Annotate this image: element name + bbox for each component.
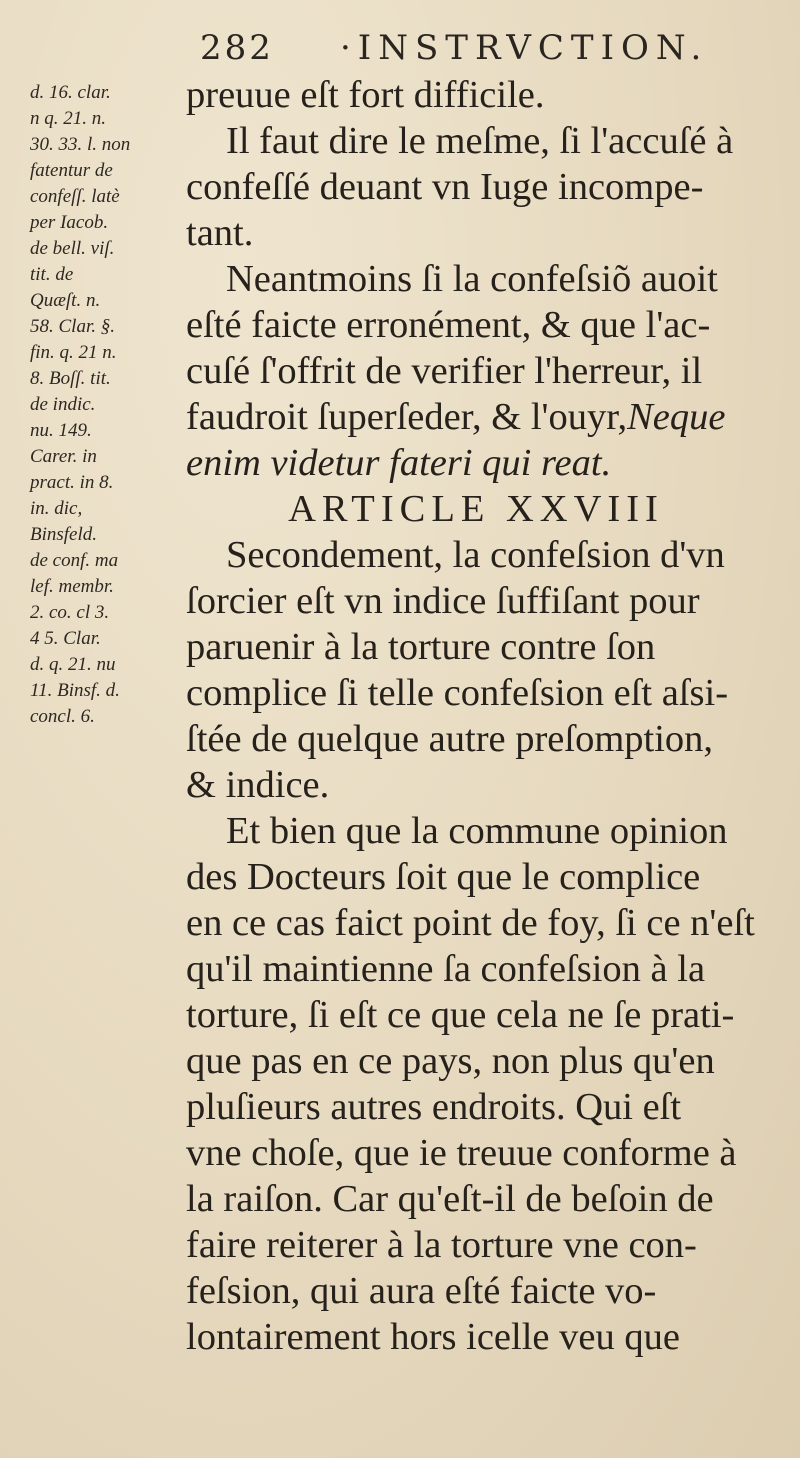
margin-note-line: lef. membr. — [30, 576, 114, 597]
margin-note-line: tit. de — [30, 264, 74, 285]
text-span: faudroit ſuperſeder, & l'ouyr, — [186, 396, 628, 438]
margin-note-line: confeſſ. latè — [30, 186, 120, 207]
margin-note-line: n q. 21. n. — [30, 108, 106, 129]
text-line: des Docteurs ſoit que le complice — [186, 856, 701, 898]
text-line: feſsion, qui aura eſté faicte vo- — [186, 1270, 657, 1312]
margin-note-line: 2. co. cl 3. — [30, 602, 110, 623]
margin-note-line: de bell. viſ. — [30, 238, 115, 259]
text-line: ſtée de quelque autre preſomption, — [186, 718, 714, 760]
text-line: pluſieurs autres endroits. Qui eſt — [186, 1086, 682, 1128]
text-line: qu'il maintienne ſa confeſsion à la — [186, 948, 706, 990]
text-line — [186, 394, 766, 440]
margin-note-line: nu. 149. — [30, 420, 92, 441]
margin-note-line: Binsfeld. — [30, 524, 98, 545]
page-header — [200, 22, 770, 72]
text-line: & indice. — [186, 764, 330, 806]
margin-note-line: 58. Clar. §. — [30, 316, 115, 337]
margin-note-line: Quæſt. n. — [30, 290, 101, 311]
text-line: faire reiterer à la torture vne con- — [186, 1224, 697, 1266]
running-title: ·INSTRVCTION. — [340, 28, 709, 68]
margin-note-line: concl. 6. — [30, 706, 95, 727]
margin-note-line: 30. 33. l. non — [30, 134, 131, 155]
text-line: eſté faicte erronément, & que l'ac- — [186, 304, 711, 346]
text-line: Et bien que la commune opinion — [226, 810, 728, 852]
margin-note-line: Carer. in — [30, 446, 97, 467]
margin-note-line: in. dic, — [30, 498, 83, 519]
margin-note-line: per Iacob. — [30, 212, 109, 233]
text-line: ſorcier eſt vn indice ſuffiſant pour — [186, 580, 700, 622]
text-line: preuue eſt fort difficile. — [186, 74, 545, 116]
text-line: la raiſon. Car qu'eſt-il de beſoin de — [186, 1178, 714, 1220]
margin-note-line: fin. q. 21 n. — [30, 342, 117, 363]
text-line: en ce cas faict point de foy, ſi ce n'eſt — [186, 902, 755, 944]
text-line: Secondement, la confeſsion d'vn — [226, 534, 725, 576]
text-line: Il faut dire le meſme, ſi l'accuſé à — [226, 120, 734, 162]
margin-note-line: de indic. — [30, 394, 96, 415]
margin-note-line: d. 16. clar. — [30, 82, 111, 103]
article-heading: ARTICLE XXVIII — [288, 488, 664, 530]
text-line: Neantmoins ſi la confeſsiõ auoit — [226, 258, 718, 300]
margin-note-line: 4 5. Clar. — [30, 628, 101, 649]
margin-note-line: 8. Boſſ. tit. — [30, 368, 111, 389]
margin-note-line: de conf. ma — [30, 550, 119, 571]
text-line: cuſé ſ'offrit de verifier l'herreur, il — [186, 350, 703, 392]
margin-note-line: 11. Binsf. d. — [30, 680, 120, 701]
main-text — [186, 72, 766, 1360]
margin-note-line: d. q. 21. nu — [30, 654, 116, 675]
text-line: lontairement hors icelle veu que — [186, 1316, 680, 1358]
text-line: confeſſé deuant vn Iuge incompe- — [186, 166, 704, 208]
text-line: torture, ſi eſt ce que cela ne ſe prati- — [186, 994, 735, 1036]
text-line: paruenir à la torture contre ſon — [186, 626, 656, 668]
margin-note-line: fatentur de — [30, 160, 113, 181]
text-line: vne choſe, que ie treuue conforme à — [186, 1132, 737, 1174]
margin-note-line: pract. in 8. — [30, 472, 114, 493]
margin-notes — [30, 80, 190, 730]
text-line: tant. — [186, 212, 254, 254]
text-line: complice ſi telle confeſsion eſt aſsi- — [186, 672, 729, 714]
latin-inline: Neque — [627, 396, 726, 438]
page-number: 282 — [200, 28, 274, 68]
text-line: que pas en ce pays, non plus qu'en — [186, 1040, 715, 1082]
latin-line: enim videtur fateri qui reat. — [186, 442, 612, 484]
